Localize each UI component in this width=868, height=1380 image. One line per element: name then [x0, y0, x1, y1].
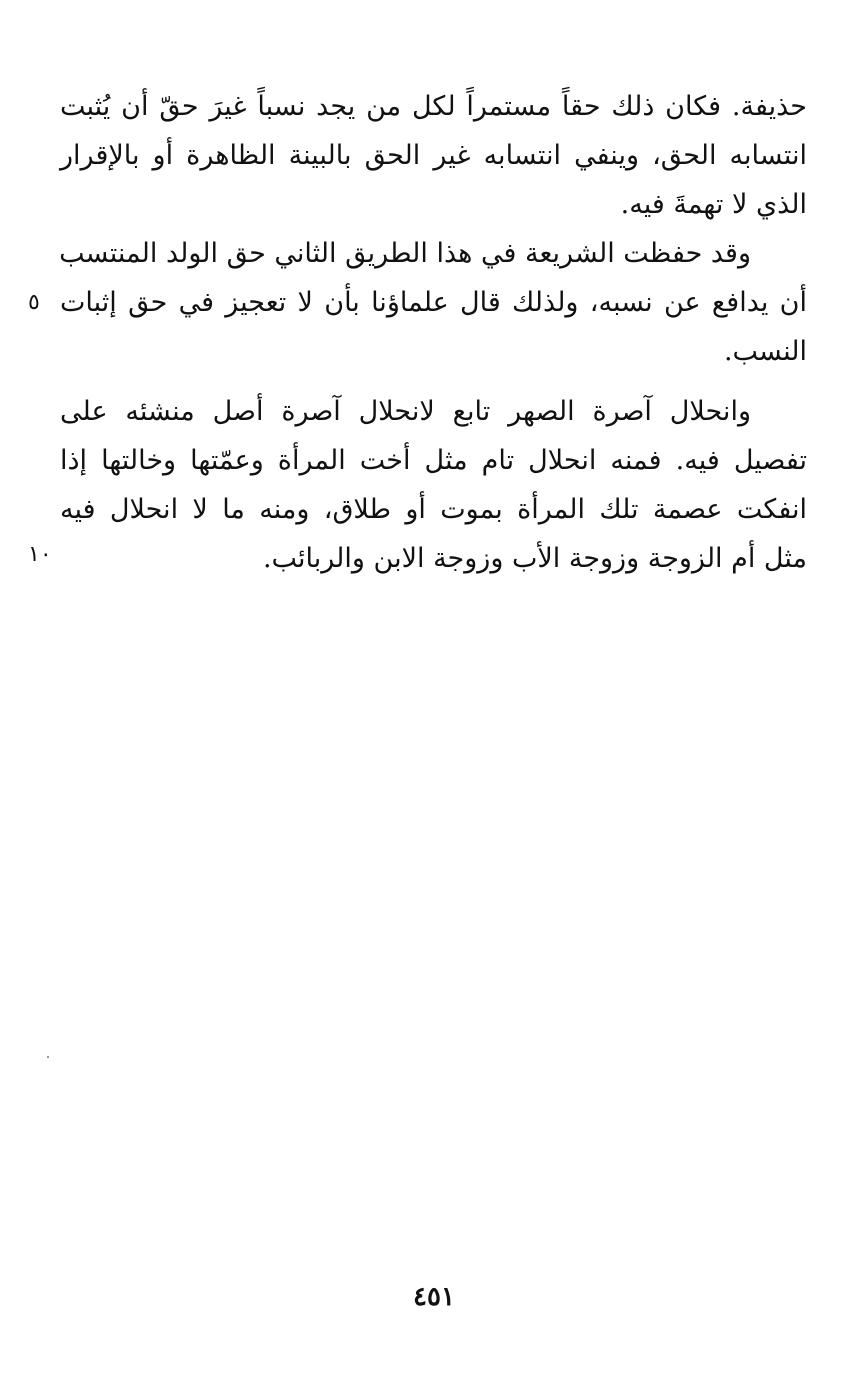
text-line: أن يدافع عن نسبه، ولذلك قال علماؤنا بأن لا تعجيز في حق إثبات	[60, 287, 807, 318]
text-line: وانحلال آصرة الصهر تابع لانحلال آصرة أصل منشئه على	[60, 396, 751, 427]
text-line: النسب.	[723, 336, 807, 367]
text-line: الذي لا تهمةَ فيه.	[620, 189, 807, 220]
text-line: وقد حفظت الشريعة في هذا الطريق الثاني حق الولد المنتسب	[59, 238, 751, 269]
margin-line-number: ١٠	[28, 542, 52, 567]
text-line: انتسابه الحق، وينفي انتسابه غير الحق بالبينة الظاهرة أو بالإقرار	[60, 140, 807, 171]
margin-line-number: ٥	[28, 290, 40, 315]
paragraph-1	[60, 82, 807, 229]
text-line: انفكت عصمة تلك المرأة بموت أو طلاق، ومنه ما لا انحلال فيه	[60, 494, 807, 525]
page-number: ٤٥١	[413, 1282, 455, 1312]
scan-speck	[47, 1056, 49, 1058]
paragraph-3	[60, 387, 807, 583]
paragraph-2	[60, 229, 807, 376]
text-line: حذيفة. فكان ذلك حقاً مستمراً لكل من يجد نسباً غيرَ حقّ أن يُثبت	[60, 91, 807, 122]
text-line: مثل أم الزوجة وزوجة الأب وزوجة الابن والربائب.	[262, 543, 807, 574]
text-line: تفصيل فيه. فمنه انحلال تام مثل أخت المرأة وعمّتها وخالتها إذا	[60, 445, 807, 476]
